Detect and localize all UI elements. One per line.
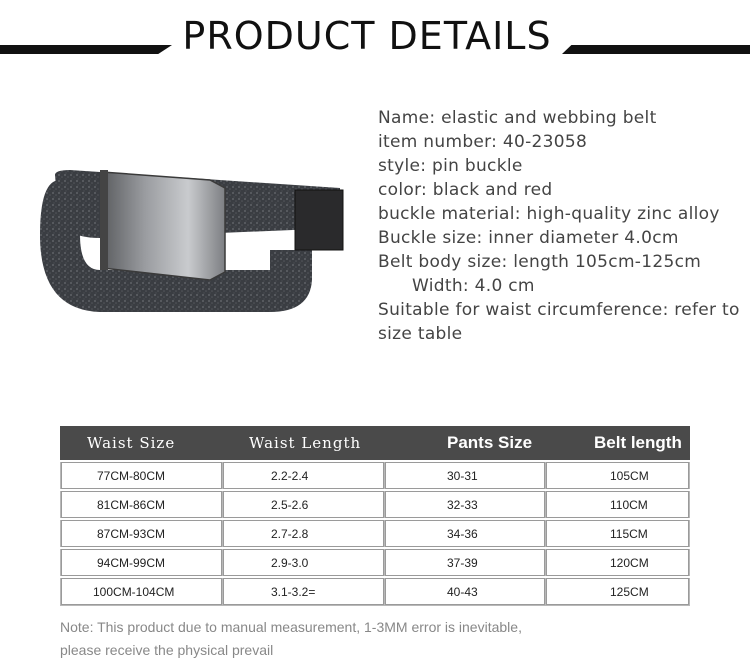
spec-buckle-material: buckle material: high-quality zinc alloy — [378, 204, 720, 224]
spec-style: style: pin buckle — [378, 156, 523, 176]
table-row — [61, 519, 690, 548]
note-line-1: Note: This product due to manual measurement, 1-3MM error is inevitable, — [60, 619, 522, 635]
size-table — [60, 426, 690, 606]
header-belt-length: Belt length — [546, 426, 690, 461]
header-waist-length: Waist Length — [223, 426, 385, 461]
belt-leather-tip — [295, 190, 343, 250]
cell-pants-size: 37-39 — [385, 548, 546, 577]
header-bar-left — [0, 45, 172, 54]
buckle-frame — [100, 170, 108, 270]
cell-belt-length: 115CM — [546, 519, 690, 548]
cell-belt-length: 105CM — [546, 461, 690, 490]
spec-width: Width: 4.0 cm — [412, 276, 535, 296]
page-title: PRODUCT DETAILS — [182, 14, 552, 58]
cell-waist-length: 3.1-3.2= — [223, 577, 385, 606]
cell-waist-size: 100CM-104CM — [61, 577, 223, 606]
product-specs — [378, 106, 750, 346]
spec-belt-body-size: Belt body size: length 105cm-125cm — [378, 252, 702, 272]
measurement-note — [60, 616, 700, 662]
cell-waist-length: 2.9-3.0 — [223, 548, 385, 577]
cell-pants-size: 34-36 — [385, 519, 546, 548]
cell-belt-length: 125CM — [546, 577, 690, 606]
cell-waist-size: 81CM-86CM — [61, 490, 223, 519]
spec-buckle-size: Buckle size: inner diameter 4.0cm — [378, 228, 679, 248]
cell-pants-size: 40-43 — [385, 577, 546, 606]
cell-pants-size: 32-33 — [385, 490, 546, 519]
table-row — [61, 548, 690, 577]
header-waist-size: Waist Size — [61, 426, 223, 461]
cell-waist-length: 2.2-2.4 — [223, 461, 385, 490]
cell-belt-length: 110CM — [546, 490, 690, 519]
belt-product-image — [40, 150, 350, 315]
table-row — [61, 490, 690, 519]
cell-waist-size: 77CM-80CM — [61, 461, 223, 490]
header-bar-right — [562, 45, 750, 54]
header — [0, 0, 750, 80]
spec-color: color: black and red — [378, 180, 553, 200]
cell-waist-size: 87CM-93CM — [61, 519, 223, 548]
belt-buckle — [102, 172, 225, 280]
note-line-2: please receive the physical prevail — [60, 642, 274, 658]
spec-item-number: item number: 40-23058 — [378, 132, 588, 152]
spec-suitable: Suitable for waist circumference: refer to size table — [378, 300, 740, 344]
cell-waist-length: 2.5-2.6 — [223, 490, 385, 519]
spec-name: Name: elastic and webbing belt — [378, 108, 657, 128]
cell-pants-size: 30-31 — [385, 461, 546, 490]
table-row — [61, 577, 690, 606]
cell-waist-size: 94CM-99CM — [61, 548, 223, 577]
size-table-header — [61, 426, 690, 461]
cell-belt-length: 120CM — [546, 548, 690, 577]
cell-waist-length: 2.7-2.8 — [223, 519, 385, 548]
header-pants-size: Pants Size — [385, 426, 546, 461]
belt-illustration — [40, 150, 350, 315]
table-row — [61, 461, 690, 490]
